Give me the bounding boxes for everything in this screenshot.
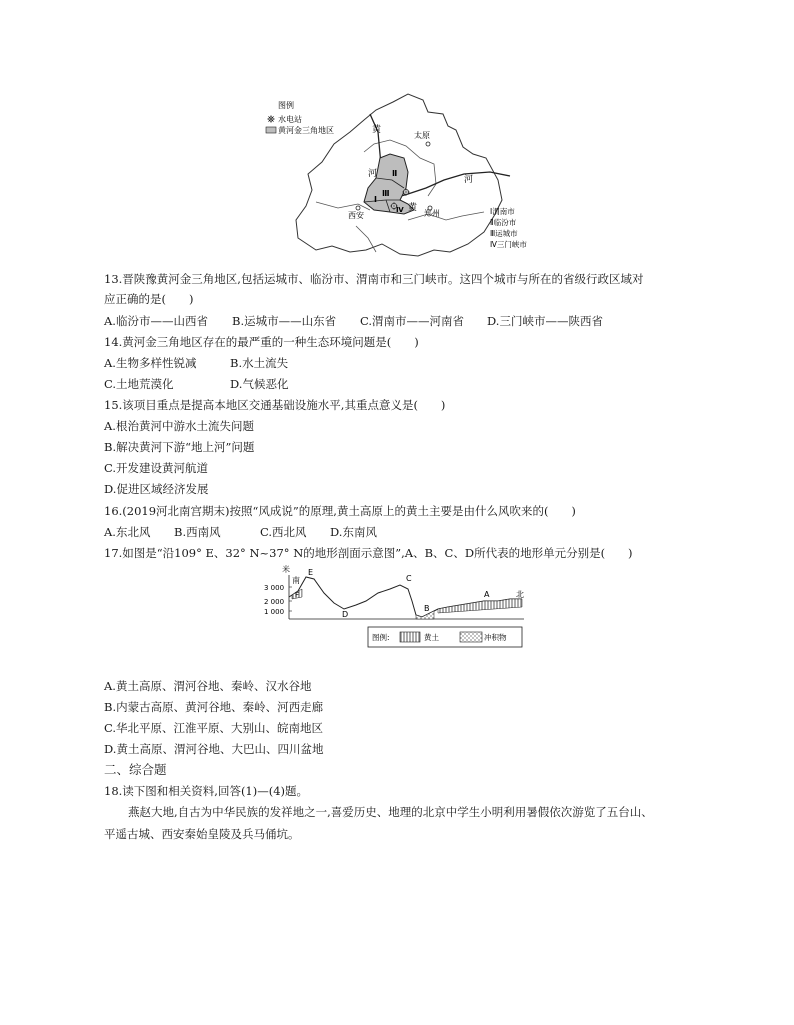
profile-south: 南	[292, 576, 300, 585]
q16-option-a[interactable]: A.东北风	[104, 525, 151, 539]
river-label: 黄	[408, 203, 418, 213]
map-legend-station: 水电站	[278, 115, 302, 124]
yellow-river-map	[258, 92, 534, 262]
q16-option-c[interactable]: C.西北风	[260, 525, 307, 539]
section-title: 二、综合题	[104, 762, 167, 777]
q17-option-c[interactable]: C.华北平原、江淮平原、大别山、皖南地区	[104, 721, 324, 735]
region-numeral: Ⅳ	[396, 206, 404, 214]
q17-stem: 17.如图是“沿109° E、32° N~37° N的地形剖面示意图”,A、B、C、D所代表的地形单元分别是( )	[104, 546, 633, 560]
q15-option-d[interactable]: D.促进区域经济发展	[104, 482, 209, 496]
y-tick-label: 3 000	[264, 584, 285, 592]
profile-point: B	[424, 604, 430, 613]
q15-stem: 15.该项目重点是提高本地区交通基础设施水平,其重点意义是( )	[104, 398, 446, 412]
sediment-swatch	[460, 632, 482, 642]
profile-legend-title: 图例:	[372, 633, 390, 642]
q18-paragraph: 燕赵大地,自古为中华民族的发祥地之一,喜爱历史、地理的北京中学生小明利用暑假依次游览了五台山、	[128, 805, 653, 819]
terrain-profile-diagram	[262, 563, 532, 659]
profile-point: F	[295, 591, 300, 599]
q14-option-c[interactable]: C.土地荒漠化	[104, 377, 174, 391]
q16-stem: 16.(2019河北南宫期末)按照“风成说”的原理,黄土高原上的黄土主要是由什么风吹来的( )	[104, 504, 576, 518]
profile-legend-sediment: 冲积物	[484, 633, 507, 642]
q14-option-a[interactable]: A.生物多样性锐减	[104, 356, 197, 370]
q13-option-b[interactable]: B.运城市——山东省	[232, 314, 337, 328]
q14-stem: 14.黄河金三角地区存在的最严重的一种生态环境问题是( )	[104, 335, 419, 349]
q13-stem: 13.晋陕豫黄河金三角地区,包括运城市、临汾市、渭南市和三门峡市。这四个城市与所在的省级行政区域对	[104, 272, 644, 286]
profile-point: A	[484, 590, 490, 599]
q17-option-a[interactable]: A.黄土高原、渭河谷地、秦岭、汉水谷地	[104, 679, 312, 693]
q15-option-c[interactable]: C.开发建设黄河航道	[104, 461, 209, 475]
q13-option-a[interactable]: A.临汾市——山西省	[104, 314, 208, 328]
profile-legend-loess: 黄土	[424, 633, 439, 642]
q17-option-b[interactable]: B.内蒙古高原、黄河谷地、秦岭、河西走廊	[104, 700, 324, 714]
river-label: 河	[464, 175, 474, 185]
region-numeral: Ⅲ	[382, 189, 390, 198]
sun-icon	[267, 115, 275, 123]
q18-stem: 18.读下图和相关资料,回答(1)—(4)题。	[104, 784, 309, 798]
q16-option-d[interactable]: D.东南风	[330, 525, 377, 539]
q14-option-d[interactable]: D.气候恶化	[230, 377, 289, 391]
profile-north: 北	[516, 590, 524, 599]
q18-paragraph-cont: 平遥古城、西安秦始皇陵及兵马俑坑。	[104, 827, 300, 841]
q14-options-row1	[104, 355, 288, 371]
profile-unit: 米	[282, 565, 290, 574]
q13-option-c[interactable]: C.渭南市——河南省	[360, 314, 465, 328]
q15-option-b[interactable]: B.解决黄河下游“地上河”问题	[104, 440, 255, 454]
profile-point: D	[342, 610, 349, 619]
profile-point: E	[308, 568, 314, 577]
map-key-item: Ⅱ临汾市	[490, 218, 517, 227]
q14-options-row2	[104, 376, 288, 392]
xian-label: 西安	[348, 211, 364, 220]
q15-option-a[interactable]: A.根治黄河中游水土流失问题	[104, 419, 254, 433]
map-legend-region: 黄河金三角地区	[278, 126, 334, 135]
loess-swatch	[400, 632, 420, 642]
region-numeral: Ⅱ	[392, 169, 398, 178]
map-key-item: Ⅰ渭南市	[490, 207, 515, 216]
q14-option-b[interactable]: B.水土流失	[230, 356, 289, 370]
map-key-item: Ⅳ三门峡市	[490, 240, 527, 249]
zhengzhou-label: 郑州	[424, 209, 440, 218]
taiyuan-label: 太原	[414, 131, 430, 140]
region-numeral: Ⅰ	[374, 195, 377, 204]
loess-fill	[438, 599, 522, 613]
q13-stem-cont: 应正确的是( )	[104, 292, 194, 306]
q16-options	[104, 524, 377, 540]
profile-point: C	[406, 574, 412, 583]
xian-dot	[356, 206, 360, 210]
q13-option-d[interactable]: D.三门峡市——陕西省	[487, 314, 603, 328]
map-legend-title: 图例	[278, 101, 294, 110]
y-tick-label: 2 000	[264, 598, 285, 606]
river-label: 河	[368, 169, 378, 179]
q13-options	[104, 313, 603, 329]
region-swatch	[266, 127, 276, 133]
q17-option-d[interactable]: D.黄土高原、渭河谷地、大巴山、四川盆地	[104, 742, 324, 756]
y-tick-label: 1 000	[264, 608, 285, 616]
river-label: 黄	[372, 125, 382, 135]
map-key-item: Ⅲ运城市	[490, 229, 518, 238]
q16-option-b[interactable]: B.西南风	[174, 525, 221, 539]
golden-triangle-region	[364, 154, 414, 214]
taiyuan-dot	[426, 142, 430, 146]
